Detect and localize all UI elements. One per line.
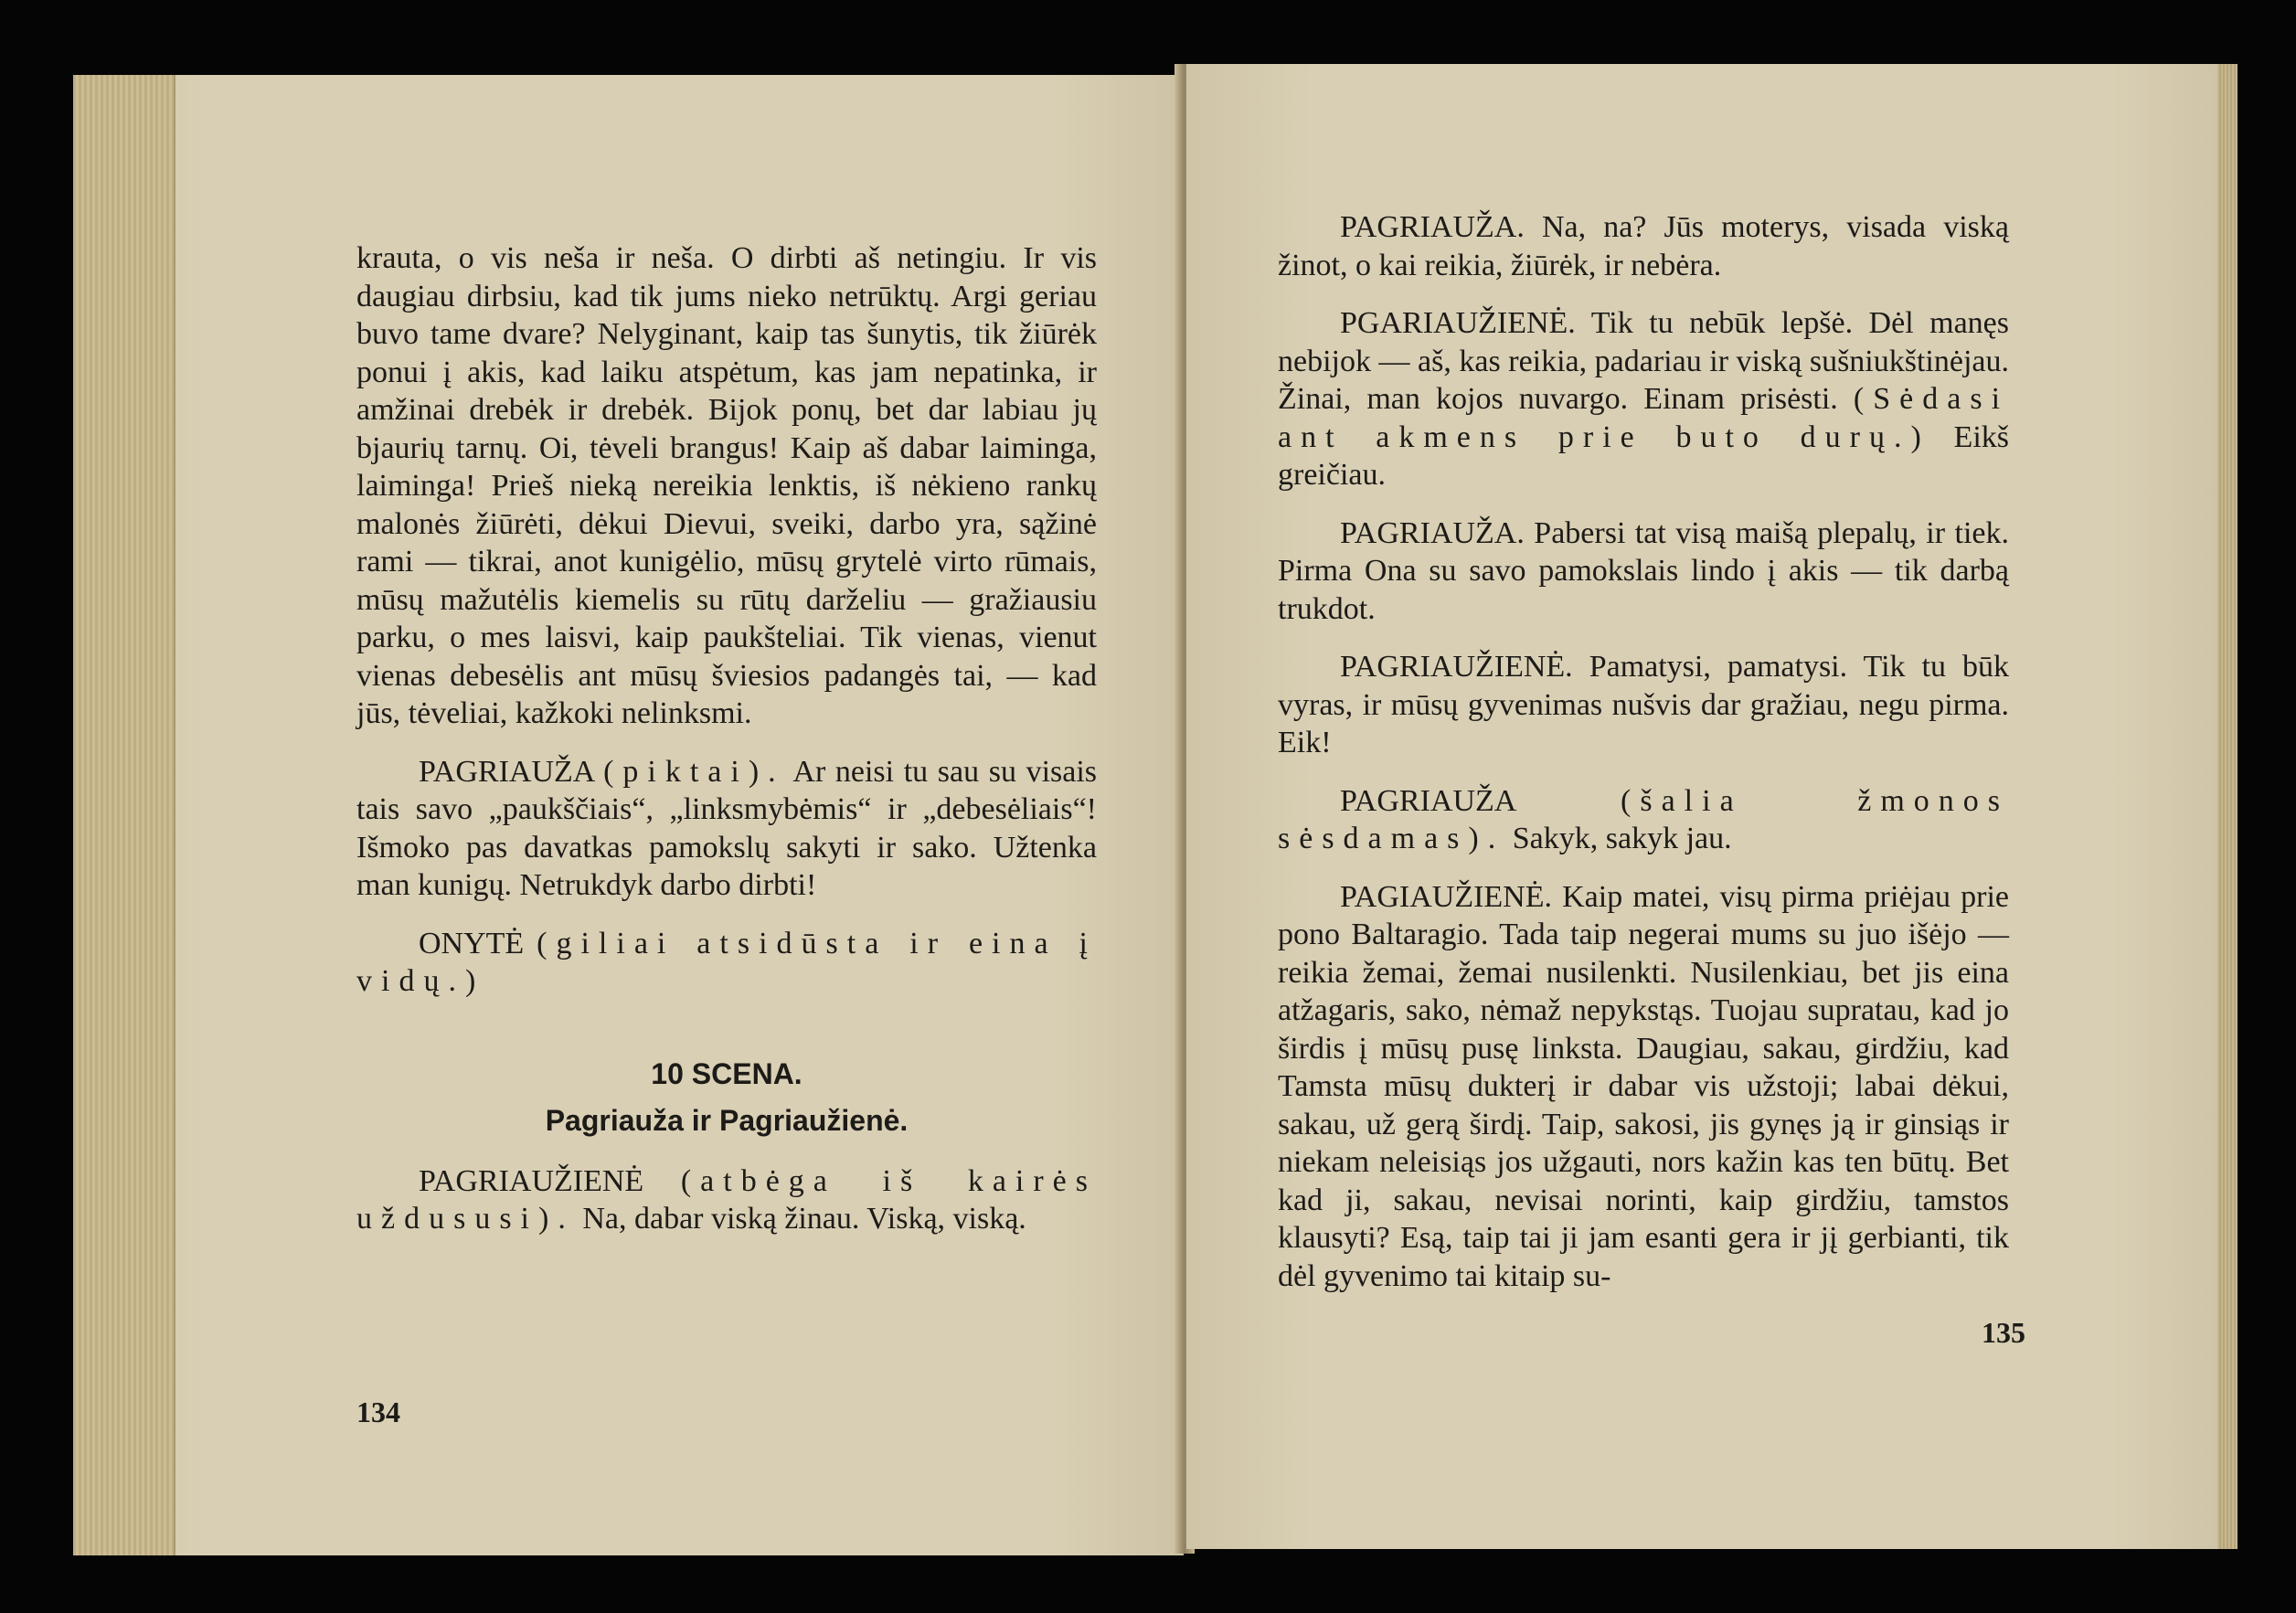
speech-text: Kaip matei, visų pirma priėjau prie pono Baltaragio. Tada taip negerai mums su juo išėjo — reikia žemai, žemai nusilenkti. Nusilenkiau, bet jis eina atžagaris, sako, nėmaž nepykstąs. Tuojau supratau, kad jo širdis į mūsų pusę linksta. Daugiau, sakau, girdžiu, kad Tamsta mūsų dukterį ir dabar vis užstoji; labai dėkui, sakau, už gerą širdį. Taip, sakosi, jis gynęs ją ir ginsiąs ir niekam neleisiąs jos užgauti, nors kažin kas ten būtų. Bet kad ji, sakau, nevisai norinti, kaip girdžiu, tamstos klausyti? Esą, taip tai ji jam esanti gera ir jį gerbianti, tik dėl gyvenimo tai kitaip su- (1278, 879, 2009, 1293)
speech-pagriauza (1278, 208, 2009, 284)
speech-text: Pamatysi, pamatysi. Tik tu būk vyras, ir mūsų gyvenimas nušvis dar gražiau, negu pirma. Eik! (1278, 650, 2010, 759)
speech-pagriauza (1278, 782, 2009, 858)
speaker-name: PAGRIAUŽA. (1340, 515, 1525, 550)
speaker-name: PAGRIAUŽIENĖ. (1340, 650, 1573, 684)
speech-pagriauziene (356, 1162, 1097, 1238)
speaker-name: PAGIAUŽIENĖ. (1340, 879, 1553, 914)
scene-number: 10 SCENA. (651, 1056, 803, 1090)
speech-pagriauziene (1278, 878, 2009, 1296)
stage-direction: (giliai atsidūsta ir eina į vidų.) (356, 926, 1097, 998)
speech-text: Eikš greičiau. (1278, 419, 2009, 492)
speech-text: Sakyk, sakyk jau. (1512, 822, 1732, 855)
right-page-text (1278, 208, 2009, 1315)
left-page-text (356, 239, 1097, 1258)
scene-title: Pagriauža ir Pagriaužienė. (545, 1104, 909, 1137)
left-page (73, 75, 1184, 1555)
page-number: 134 (356, 1395, 400, 1428)
speech-pagriauziene (1278, 304, 2009, 494)
speech-pagriauza (356, 753, 1097, 905)
speech-pagriauziene (1278, 648, 2009, 762)
speech-text: Na, na? Jūs moterys, visada viską žinot, o kai reikia, žiūrėk, ir nebėra. (1278, 210, 2009, 282)
speech-pagriauza (1278, 515, 2009, 629)
speech-onyte (356, 925, 1097, 1001)
page-number: 135 (1982, 1316, 2025, 1349)
speaker-name: PAGRIAUŽA (419, 754, 594, 789)
stage-direction: (piktai). (603, 754, 785, 789)
speaker-name: ONYTĖ (419, 926, 525, 960)
speech-text: Na, dabar viską žinau. Viską, viską. (582, 1202, 1026, 1236)
speaker-name: PGARIAUŽIENĖ. (1340, 306, 1576, 340)
speech-text: Tik tu nebūk lepšė. Dėl manęs nebijok — aš, kas reikia, padariau ir viską sušniukštinėjau. Žinai, man kojos nuvargo. Einam prisėsti. (1278, 306, 2009, 416)
stage-direction: (Sėdasi ant akmens prie buto durų.) (1278, 382, 2010, 454)
speaker-name: PAGRIAUŽA (1340, 783, 1515, 818)
speaker-name: PAGRIAUŽA. (1340, 210, 1525, 244)
monologue-paragraph: krauta, o vis neša ir neša. O dirbti aš netingiu. Ir vis daugiau dirbsiu, kad tik jums nieko netrūktų. Argi geriau buvo tame dvare? Nelyginant, kaip tas šunytis, tik žiūrėk ponui į akis, kad laiku atspėtum, kas jam nepatinka, ir amžinai drebėk ir drebėk. Bijok ponų, bet dar labiau jų bjaurių tarnų. Oi, tėveli brangus! Kaip aš dabar laiminga, laiminga! Prieš nieką nereikia lenktis, iš nėkieno rankų malonės žiūrėti, dėkui Dievui, sveiki, darbo yra, sąžinė rami — tikrai, anot kunigėlio, mūsų grytelė virto rūmais, mūsų mažutėlis kiemelis su rūtų darželiu — gražiausiu parku, o mes laisvi, kaip paukšteliai. Tik vienas, vienut vienas debesėlis ant mūsų šviesios padangės tai, — kad jūs, tėveliai, kažkoki nelinksmi. (356, 241, 1097, 730)
stage-direction: (atbėga iš kairės uždususi). (356, 1163, 1097, 1236)
speaker-name: PAGRIAUŽIENĖ (419, 1163, 644, 1198)
stage-direction: (šalia žmonos sėsdamas). (1278, 783, 2009, 855)
speech-text: Ar neisi tu sau su visais tais savo „paukščiais“, „linksmybėmis“ ir „debesėliais“! Išmoko pas davatkas pamokslų sakyti ir sako. Užtenka man kunigų. Netrukdyk darbo dirbti! (356, 754, 1098, 902)
right-page (1186, 64, 2238, 1549)
speech-text: Pabersi tat visą maišą plepalų, ir tiek. Pirma Ona su savo pamokslais lindo į akis — tik darbą trukdot. (1278, 515, 2010, 626)
